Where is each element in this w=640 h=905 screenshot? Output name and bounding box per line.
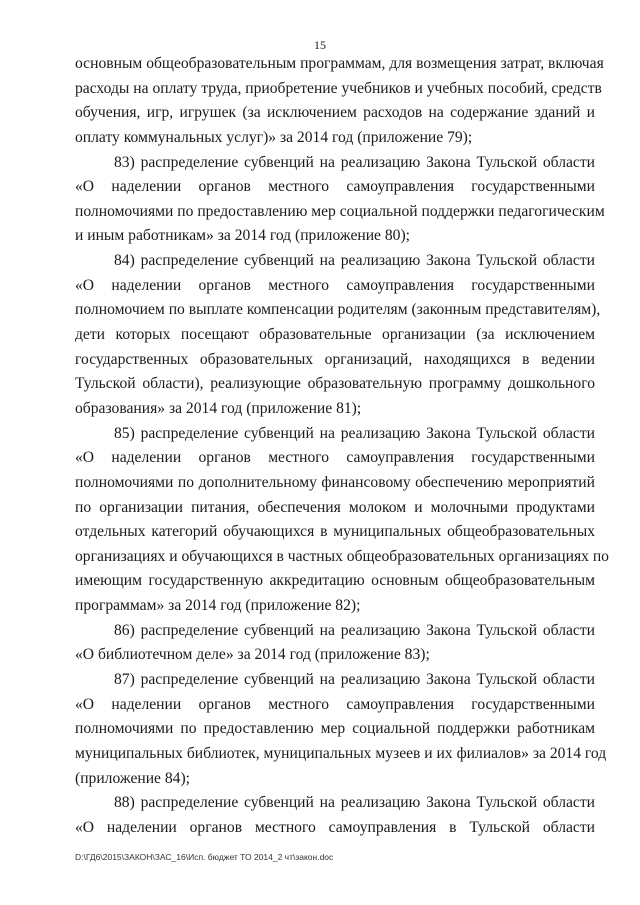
text-line: «О наделении органов местного самоуправления государственными — [75, 449, 595, 467]
text-line: полномочиями по дополнительному финансовому обеспечению мероприятий — [75, 473, 595, 491]
text-line: основным общеобразовательным программам, для возмещения затрат, включая — [75, 55, 604, 72]
text-line: полномочиями по предоставлению мер социальной поддержки педагогическим — [75, 202, 605, 220]
text-line: 83) распределение субвенций на реализацию Закона Тульской области — [114, 153, 595, 171]
text-line: образования» за 2014 год (приложение 81); — [75, 399, 362, 417]
text-line: дети которых посещают образовательные организации (за исключением — [75, 326, 595, 344]
text-line: 87) распределение субвенций на реализацию Закона Тульской области — [114, 671, 595, 689]
text-line: «О наделении органов местного самоуправления государственными — [75, 178, 595, 196]
text-line: обучения, игр, игрушек (за исключением расходов на содержание зданий и — [75, 104, 595, 122]
text-line: 84) распределение субвенций на реализацию Закона Тульской области — [114, 252, 595, 270]
text-line: «О наделении органов местного самоуправления в Тульской области — [75, 818, 595, 836]
text-line: и иным работникам» за 2014 год (приложение 80); — [75, 227, 410, 245]
document-body — [75, 52, 609, 841]
file-path-footer: D:\ГД6\2015\ЗАКОН\ЗАС_16\Исп. бюджет ТО 2014_2 чт\закон.doc — [75, 852, 334, 862]
text-line: «О наделении органов местного самоуправления государственными — [75, 695, 595, 713]
page-number: 15 — [314, 38, 326, 52]
text-line: Тульской области), реализующие образовательную программу дошкольного — [75, 375, 595, 393]
text-line: государственных образовательных организаций, находящихся в ведении — [75, 350, 595, 368]
text-line: 85) распределение субвенций на реализацию Закона Тульской области — [114, 424, 595, 442]
text-line: «О библиотечном деле» за 2014 год (приложение 83); — [75, 646, 430, 664]
text-line: муниципальных библиотек, муниципальных музеев и их филиалов» за 2014 год — [75, 744, 607, 762]
text-line: оплату коммунальных услуг)» за 2014 год (приложение 79); — [75, 128, 473, 146]
text-line: 88) распределение субвенций на реализацию Закона Тульской области — [114, 794, 595, 812]
text-line: полномочием по выплате компенсации родителям (законным представителям), — [75, 301, 601, 319]
text-line: 86) распределение субвенций на реализацию Закона Тульской области — [114, 621, 595, 639]
text-line: полномочиями по предоставлению мер социальной поддержки работникам — [75, 720, 595, 738]
text-line: организациях и обучающихся в частных общеобразовательных организациях по — [75, 547, 609, 565]
text-line: «О наделении органов местного самоуправления государственными — [75, 276, 595, 294]
text-line: (приложение 84); — [75, 769, 190, 787]
text-line: отдельных категорий обучающихся в муниципальных общеобразовательных — [75, 523, 595, 541]
text-line: по организации питания, обеспечения молоком и молочными продуктами — [75, 498, 595, 516]
text-line: программам» за 2014 год (приложение 82); — [75, 597, 361, 615]
text-line: расходы на оплату труда, приобретение учебников и учебных пособий, средств — [75, 79, 602, 97]
text-line: имеющим государственную аккредитацию основным общеобразовательным — [75, 572, 595, 590]
